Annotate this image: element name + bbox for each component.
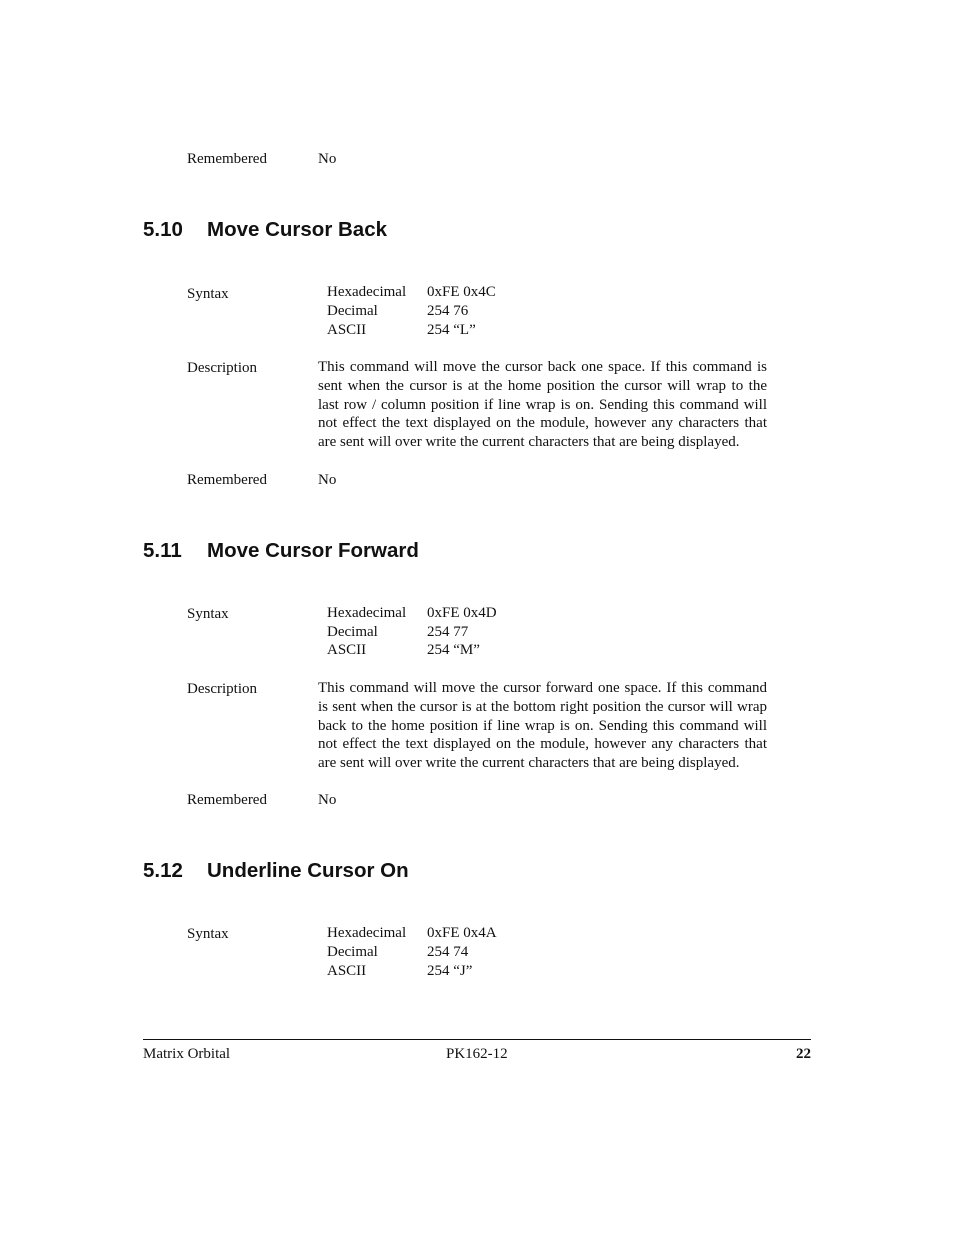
footer-rule [143, 1039, 811, 1040]
section-heading-5-10 [143, 218, 387, 242]
format-name-ascii: ASCII [327, 642, 367, 658]
section-number: 5.12 [143, 859, 183, 882]
footer-model: PK162-12 [446, 1046, 508, 1062]
format-name-ascii: ASCII [327, 963, 367, 979]
remembered-value: No [318, 151, 337, 167]
description-label: Description [187, 681, 257, 697]
syntax-ascii-value: 254 “L” [427, 322, 476, 338]
format-name-dec: Decimal [327, 303, 378, 319]
section-number: 5.11 [143, 539, 182, 562]
format-name-dec: Decimal [327, 624, 378, 640]
section-title: Underline Cursor On [207, 859, 409, 882]
section-heading-5-11 [143, 539, 419, 563]
syntax-dec-value: 254 74 [427, 944, 469, 960]
syntax-label: Syntax [187, 286, 229, 302]
remembered-label: Remembered [187, 472, 267, 488]
remembered-label: Remembered [187, 151, 267, 167]
footer-page-number: 22 [796, 1046, 811, 1062]
syntax-dec-value: 254 76 [427, 303, 469, 319]
syntax-label: Syntax [187, 926, 229, 942]
syntax-label: Syntax [187, 606, 229, 622]
format-name-dec: Decimal [327, 944, 378, 960]
footer-company: Matrix Orbital [143, 1046, 231, 1062]
format-name-ascii: ASCII [327, 322, 367, 338]
description-text: This command will move the cursor forward one space. If this command is sent when the cursor is at the bottom right position the cursor will wrap back to the home position if line wrap is on. Sending this command will not effect the text displayed on the module, however any characters that are sent will over write the current characters that are being displayed. [318, 680, 767, 772]
format-name-hex: Hexadecimal [327, 284, 407, 300]
remembered-label: Remembered [187, 792, 267, 808]
format-name-hex: Hexadecimal [327, 925, 407, 941]
remembered-value: No [318, 792, 337, 808]
description-text: This command will move the cursor back one space. If this command is sent when the cursor is at the home position the cursor will wrap to the last row / column position if line wrap is on. Sending this command will not effect the text displayed on the module, however any characters that are sent will over write the current characters that are being displayed. [318, 359, 767, 451]
section-title: Move Cursor Forward [207, 539, 419, 562]
syntax-hex-value: 0xFE 0x4C [427, 284, 496, 300]
section-title: Move Cursor Back [207, 218, 388, 241]
format-name-hex: Hexadecimal [327, 605, 407, 621]
section-number: 5.10 [143, 218, 183, 241]
remembered-value: No [318, 472, 337, 488]
syntax-ascii-value: 254 “J” [427, 963, 473, 979]
syntax-dec-value: 254 77 [427, 624, 469, 640]
syntax-ascii-value: 254 “M” [427, 642, 480, 658]
description-label: Description [187, 360, 257, 376]
syntax-hex-value: 0xFE 0x4D [427, 605, 497, 621]
section-heading-5-12 [143, 859, 409, 883]
syntax-hex-value: 0xFE 0x4A [427, 925, 497, 941]
